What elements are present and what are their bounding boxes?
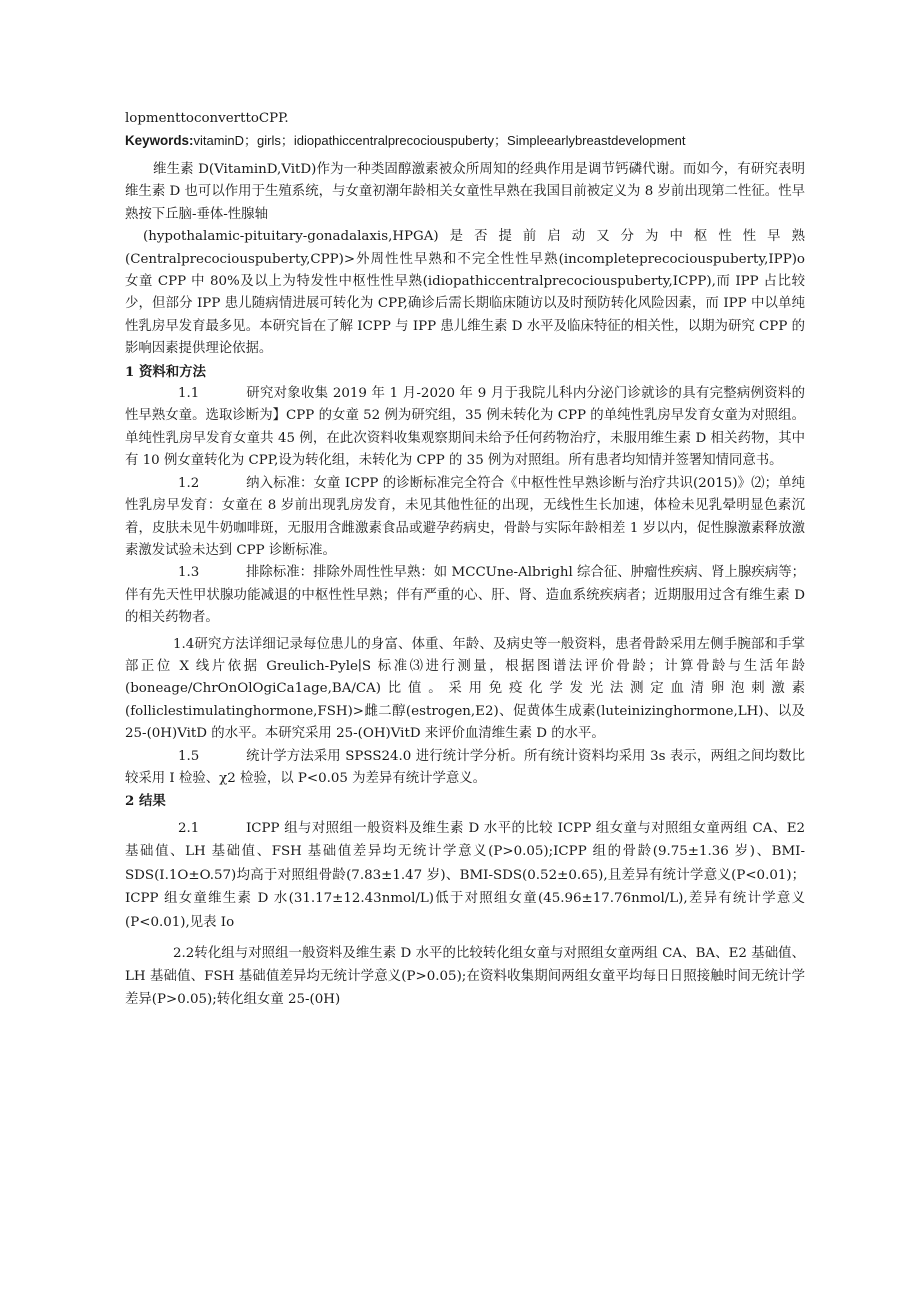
intro-paragraph-1: 维生素 D(VitaminD,VitD)作为一种类固醇激素被众所周知的经典作用是调节钙磷代谢。而如今，有研究表明维生素 D 也可以作用于生殖系统，与女童初潮年龄相关女童性早熟在我国目前被定义为 8 岁前出现第二性征。性早熟按下丘脑-垂体-性腺轴: [125, 162, 805, 222]
intro-paragraph-2: (hypothalamic-pituitary-gonadalaxis,HPGA)是否提前启动又分为中枢性性早熟(Centralprecociouspuberty,CPP)>外周性性早熟和不完全性性早熟(incompleteprecociouspuberty,IPP)o 女童 CPP 中 80%及以上为特发性中枢性性早熟(idiopathiccentralprecociouspuberty,ICPP),而 IPP 占比较少，但部分 IPP 患儿随病情进展可转化为 CPP,确诊后需长期临床随访以及时预防转化风险因素，而 IPP 中以单纯性乳房早发育最多见。本研究旨在了解 ICPP 与 IPP 患儿维生素 D 水平及临床特征的相关性，以期为研究 CPP 的影响因素提供理论依据。: [125, 229, 805, 357]
subsection-2-1-text: ICPP 组与对照组一般资料及维生素 D 水平的比较 ICPP 组女童与对照组女童两组 CA、E2 基础值、LH 基础值、FSH 基础值差异均无统计学意义(P>0.05);ICPP 组的骨龄(9.75±1.36 岁)、BMI-SDS(I.1O±O.57)均高于对照组骨龄(7.83±1.47 岁)、BMI-SDS(0.52±0.65),且差异有统计学意义(P<0.01)；ICPP 组女童维生素 D 水(31.17±12.43nmol∕L)低于对照组女童(45.96±17.76nmol∕L),差异有统计学意义(P<0.01),见表 Io: [125, 820, 805, 930]
subsection-2-1: [125, 817, 805, 935]
subsection-1-3-text: 排除标准：排除外周性性早熟：如 MCCUne-Albrighl 综合征、肿瘤性疾病、肾上腺疾病等；伴有先天性甲状腺功能减退的中枢性性早熟；伴有严重的心、肝、肾、造血系统疾病者；近期服用过含有维生素 D 的相关药物者。: [125, 565, 805, 626]
abstract-tail: lopmenttoconverttoCPP.: [125, 111, 289, 126]
subsection-1-4: 1.4研究方法详细记录每位患儿的身富、体重、年龄、及病史等一般资料，患者骨龄采用左侧手腕部和手掌部正位 X 线片依据 Greulich-Pyle∣S 标准⑶进行测量，根据图谱法评价骨龄；计算骨龄与生活年龄(boneage/ChrOnOlOgiCa1age,BA/CA)比值。采用免疫化学发光法测定血清卵泡刺激素(folliclestimulatinghormone,FSH)>雌二醇(estrogen,E2)、促黄体生成素(luteinizinghormone,LH)、以及 25-(0H)VitD 的水平。本研究采用 25-(OH)VitD 来评价血清维生素 D 的水平。: [125, 636, 805, 742]
subsection-1-2-text: 纳入标准：女童 ICPP 的诊断标准完全符合《中枢性性早熟诊断与治疗共识(2015)》⑵；单纯性乳房早发育：女童在 8 岁前出现乳房发育，未见其他性征的出现，无线性生长加速，体检未见乳晕明显色素沉着，皮肤未见牛奶咖啡斑，无服用含雌激素食品或避孕药病史，骨龄与实际年龄相差 1 岁以内，促性腺激素释放激素激发试验未达到 CPP 诊断标准。: [125, 475, 805, 558]
subsection-1-5-text: 统计学方法采用 SPSS24.0 进行统计学分析。所有统计资料均采用 3s 表示，两组之间均数比较采用 I 检验、χ2 检验，以 P<0.05 为差异有统计学意义。: [125, 748, 805, 786]
subsection-2-2: 2.2转化组与对照组一般资料及维生素 D 水平的比较转化组女童与对照组女童两组 CA、BA、E2 基础值、LH 基础值、FSH 基础值差异均无统计学意义(P>0.05);在资料收集期间两组女童平均每日日照接触时间无统计学差异(P>0.05);转化组女童 25-(0H): [125, 946, 805, 1008]
subsection-2-1-number: 2.1: [178, 820, 200, 836]
subsection-1-1-text: 研究对象收集 2019 年 1 月-2020 年 9 月于我院儿科内分泌门诊就诊的具有完整病例资料的性早熟女童。选取诊断为】CPP 的女童 52 例为研究组，35 例未转化为 CPP 的单纯性乳房早发育女童为对照组。单纯性乳房早发育女童共 45 例，在此次资料收集观察期间未给予任何药物治疗，未服用维生素 D 相关药物，其中有 10 例女童转化为 CPP,设为转化组，未转化为 CPP 的 35 例为对照组。所有患者均知情并签署知情同意书。: [125, 386, 805, 469]
section-2-title: 2 结果: [125, 793, 166, 810]
subsection-1-3: [125, 562, 805, 629]
keywords-text: vitaminD；girls；idiopathiccentralprecociouspuberty；Simpleearlybreastdevelopment: [193, 133, 686, 148]
keywords-label: Keywords:: [125, 133, 194, 148]
section-1-title: 1 资料和方法: [125, 363, 206, 380]
subsection-1-1: [125, 383, 805, 473]
document-page: [125, 108, 805, 1011]
subsection-1-1-number: 1.1: [178, 386, 200, 402]
subsection-1-5-number: 1.5: [178, 748, 200, 764]
subsection-1-2-number: 1.2: [178, 475, 200, 491]
subsection-1-3-number: 1.3: [178, 565, 200, 581]
keywords-line: [125, 130, 805, 153]
subsection-1-2: [125, 473, 805, 563]
subsection-1-5: [125, 746, 805, 791]
